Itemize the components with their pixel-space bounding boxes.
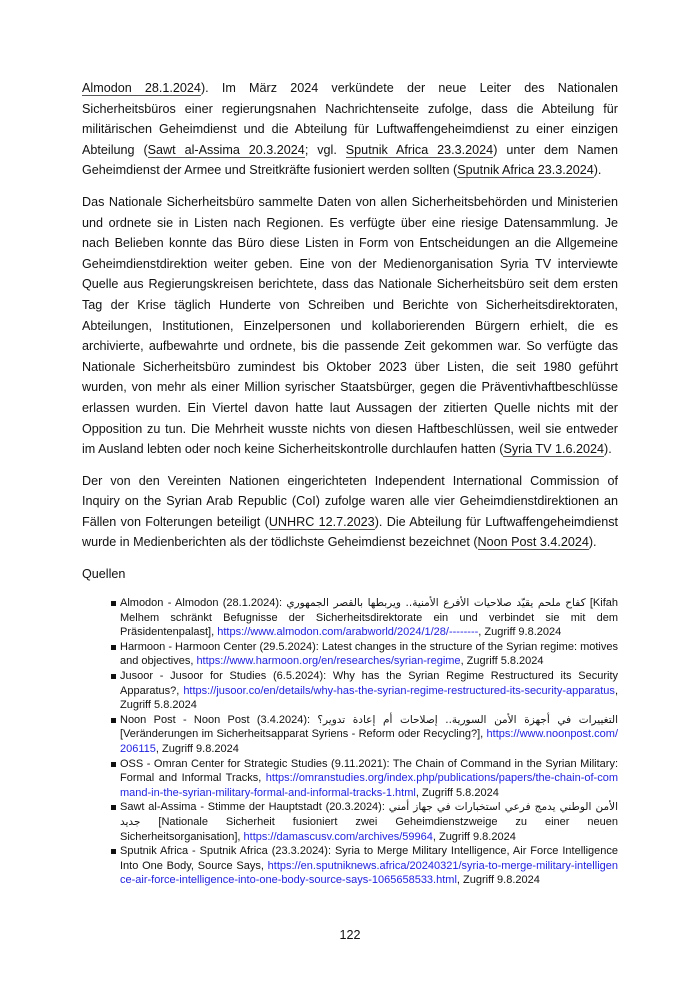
source-text: Harmoon - Harmoon Center (29.5.2024): Latest changes in the structure of the Syrian regime: motives and objectives, bbox=[120, 640, 618, 668]
citation-link[interactable]: Syria TV 1.6.2024 bbox=[503, 442, 605, 457]
paragraph-text: ). bbox=[604, 442, 612, 457]
source-text: Almodon - Almodon (28.1.2024): bbox=[120, 597, 287, 610]
source-url-link[interactable]: https://en.sputniknews.africa/20240321/syria-to-merge-military-intelligence-air-force-intelligence-into-one-body-source-says-1065658533.html bbox=[120, 859, 618, 887]
citation-link[interactable]: Sawt al-Assima 20.3.2024 bbox=[147, 142, 305, 157]
source-text: , Zugriff 9.8.2024 bbox=[456, 874, 540, 887]
source-text: OSS - Omran Center for Strategic Studies (9.11.2021): The Chain of Command in the Syrian Military: Formal and Informal Tracks, bbox=[120, 757, 618, 785]
sources-heading: Quellen bbox=[82, 567, 126, 582]
paragraph-text: ). Die Abteilung für Luftwaffengeheimdienst wurde in Medienberichten als der tödlichste Geheimdienst bezeichnet ( bbox=[82, 514, 618, 550]
source-text: [Kifah Melhem schränkt Befugnisse der Sicherheitsdirektorate ein und verbindet sie mit dem Präsidentenpalast], bbox=[120, 597, 618, 639]
source-url-link[interactable]: https://omranstudies.org/index.php/publications/papers/the-chain-of-command-in-the-syrian-military-formal-and-informal-tracks-1.html bbox=[120, 772, 618, 799]
paragraph-text: ; vgl. bbox=[304, 142, 346, 157]
source-url-link[interactable]: https://www.almodon.com/arabworld/2024/1/28/-------- bbox=[217, 626, 479, 639]
page-content bbox=[82, 78, 618, 888]
paragraph-text: ) unter dem Namen Geheimdienst der Armee und Streitkräfte fusioniert werden sollten ( bbox=[82, 142, 618, 178]
source-item bbox=[120, 713, 618, 757]
paragraph bbox=[82, 78, 618, 181]
citation-link[interactable]: Sputnik Africa 23.3.2024 bbox=[345, 142, 494, 157]
source-text: Sputnik Africa - Sputnik Africa (23.3.2024): Syria to Merge Military Intelligence, Air Force Intelligence Into One Body, Source Says, bbox=[120, 845, 618, 872]
source-item bbox=[120, 757, 618, 801]
source-url-link[interactable]: https://jusoor.co/en/details/why-has-the-syrian-regime-restructured-its-security-apparatus bbox=[183, 684, 615, 697]
paragraph-text: ). bbox=[588, 535, 597, 550]
citation-link[interactable]: Almodon 28.1.2024 bbox=[82, 81, 201, 95]
source-item bbox=[120, 669, 618, 713]
body-text bbox=[82, 78, 618, 553]
source-text: Sawt al-Assima - Stimme der Hauptstadt (20.3.2024): bbox=[120, 801, 389, 814]
source-text: , Zugriff 9.8.2024 bbox=[155, 743, 239, 755]
source-text: , Zugriff 5.8.2024 bbox=[120, 684, 618, 712]
source-text: [Nationale Sicherheit fusioniert zwei Geheimdienstzweige zu einer neuen Sicherheitsorganisation], bbox=[120, 815, 618, 843]
source-item bbox=[120, 844, 618, 888]
paragraph-text: ). Im März 2024 verkündete der neue Leiter des Nationalen Sicherheitsbüros einer regierungsnahen Nachrichtenseite zufolge, dass die Abteilung für militärischen Geheimdienst und die Abteilung für Luftwaffengeheimdienst zu einer einzigen Abteilung ( bbox=[82, 81, 618, 157]
arabic-title: التغييرات في أجهزة الأمن السورية.. إصلاحات أم إعادة تدوير؟ bbox=[317, 713, 618, 726]
paragraph-text: Der von den Vereinten Nationen eingerichteten Independent International Commission of Inquiry on the Syrian Arab Republic (CoI) zufolge waren alle vier Geheimdienstdirektionen an Fällen von Folterungen beteiligt ( bbox=[82, 473, 618, 529]
source-item bbox=[120, 800, 618, 844]
paragraph-text: ). bbox=[593, 163, 602, 178]
source-url-link[interactable]: https://www.noonpost.com/206115 bbox=[120, 728, 618, 755]
paragraph bbox=[82, 471, 618, 553]
source-url-link[interactable]: https://www.harmoon.org/en/researches/syrian-regime bbox=[196, 655, 461, 668]
citation-link[interactable]: Noon Post 3.4.2024 bbox=[477, 535, 589, 550]
arabic-title: كفاح ملحم يقيّد صلاحيات الأفرع الأمنية.. ويربطها بالقصر الجمهوري bbox=[286, 597, 586, 610]
paragraph bbox=[82, 192, 618, 460]
source-text: , Zugriff 5.8.2024 bbox=[415, 786, 499, 799]
source-url-link[interactable]: https://damascusv.com/archives/59964 bbox=[243, 830, 433, 843]
sources-list bbox=[82, 596, 618, 888]
page-number: 122 bbox=[339, 928, 361, 942]
source-text: , Zugriff 9.8.2024 bbox=[478, 626, 562, 639]
source-text: [Veränderungen im Sicherheitsapparat Syriens - Reform oder Recycling?], bbox=[120, 728, 487, 741]
citation-link[interactable]: UNHRC 12.7.2023 bbox=[268, 514, 375, 529]
source-text: , Zugriff 5.8.2024 bbox=[460, 655, 544, 668]
arabic-title: الأمن الوطني يدمج فرعي استخبارات في جهاز أمني جديد bbox=[120, 801, 619, 828]
source-item bbox=[120, 640, 618, 669]
source-text: Jusoor - Jusoor for Studies (6.5.2024): Why has the Syrian Regime Restructured its Security Apparatus?, bbox=[120, 670, 618, 697]
source-text: , Zugriff 9.8.2024 bbox=[432, 830, 516, 843]
source-text: Noon Post - Noon Post (3.4.2024): bbox=[120, 713, 318, 726]
source-item bbox=[120, 596, 618, 640]
paragraph-text: Das Nationale Sicherheitsbüro sammelte Daten von allen Sicherheitsbehörden und Ministerien und ordnete sie in Listen nach Regionen. Es verfügte über eine riesige Datensammlung. Je nach Belieben konnte das Büro diese Listen in Form von Entscheidungen an die Allgemeine Geheimdienstdirektion weiter geben. Eine von der Medienorganisation Syria TV interviewte Quelle aus Regierungskreisen berichtete, dass das Nationale Sicherheitsbüro seit dem ersten Tag der Krise täglich Hunderte von Schreiben und Berichte von Sicherheitsdirektoraten, Abteilungen, Institutionen, Einzelpersonen und kollaborierenden Bürgern erhielt, die es archivierte, aufbewahrte und ordnete, bis die passende Zeit gekommen war. So verfügte das Nationale Sicherheitsbüro zumindest bis Oktober 2023 über Listen, die seit 1980 geführt wurden, von mehr als einer Million syrischer Staatsbürger, gegen die Präventivhaftbeschlüsse erlassen wurden. Ein Viertel davon hatte laut Aussagen der zitierten Quelle nichts mit der Opposition zu tun. Die Mehrheit wusste nichts von diesen Haftbeschlüssen, weil sie entweder im Ausland lebten oder noch keine Sicherheitskontrolle durchlaufen hatten ( bbox=[82, 194, 618, 457]
citation-link[interactable]: Sputnik Africa 23.3.2024 bbox=[457, 163, 594, 178]
